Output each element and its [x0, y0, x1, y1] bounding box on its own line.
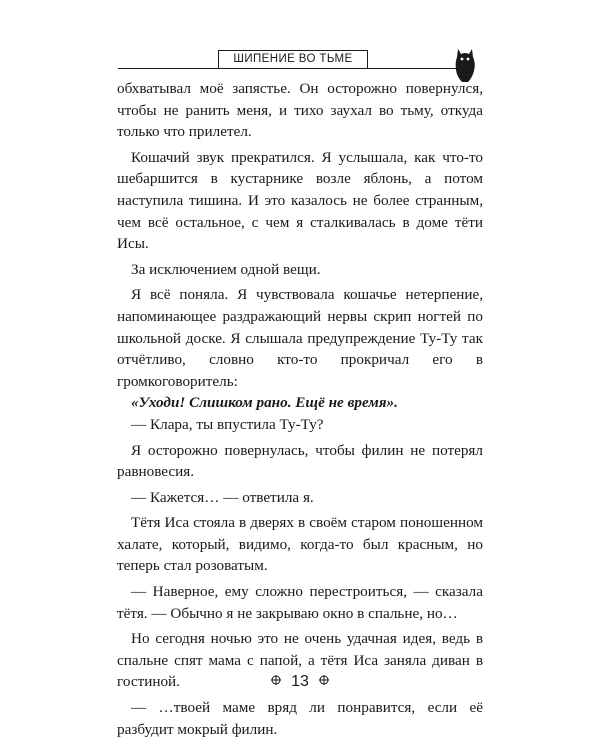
page-number: 13: [291, 673, 309, 690]
running-header: [118, 48, 482, 78]
paragraph: Но сегодня ночью это не очень удачная идея, ведь в спальне спят мама с папой, а тётя Иса заняла диван в гостиной.: [117, 630, 483, 691]
paragraph: — Кажется… — ответила я.: [131, 488, 314, 506]
running-header-title: ШИПЕНИЕ ВО ТЬМЕ: [218, 50, 368, 68]
paragraph: — Наверное, ему сложно перестроиться, — сказала тётя. — Обычно я не закрываю окно в спальне, но…: [117, 583, 483, 622]
header-rule: [118, 68, 473, 69]
page-footer: [0, 672, 600, 692]
body-text: [117, 78, 483, 740]
paragraph-italic: «Уходи! Слишком рано. Ещё не время».: [131, 394, 398, 412]
paragraph: Я осторожно повернулась, чтобы филин не потерял равновесия.: [117, 441, 483, 481]
paragraph: Я всё поняла. Я чувствовала кошачье нетерпение, напоминающее раздражающий нервы скрип ногтей по школьной доске. Я слышала предупреждение Ту-Ту так отчётливо, словно кто-то прокричал его в громкоговоритель:: [117, 286, 483, 390]
paragraph: — Клара, ты впустила Ту-Ту?: [131, 415, 324, 433]
crosshair-icon: [271, 675, 281, 685]
paragraph: За исключением одной вещи.: [131, 260, 321, 278]
paragraph: Кошачий звук прекратился. Я услышала, как что-то шебаршится в кустарнике возле яблонь, а потом наступила тишина. И это казалось не более странным, чем всё остальное, с чем я сталкивалась в доме тёти Исы.: [117, 148, 483, 253]
crosshair-icon: [319, 675, 329, 685]
paragraph: обхватывал моё запястье. Он осторожно повернулся, чтобы не ранить меня, и тихо заухал во тьму, откуда только что прилетел.: [117, 80, 483, 141]
paragraph: — …твоей маме вряд ли понравится, если её разбудит мокрый филин.: [117, 699, 483, 738]
paragraph: Тётя Иса стояла в дверях в своём старом поношенном халате, который, видимо, когда-то был красным, но теперь стал розоватым.: [117, 514, 483, 575]
